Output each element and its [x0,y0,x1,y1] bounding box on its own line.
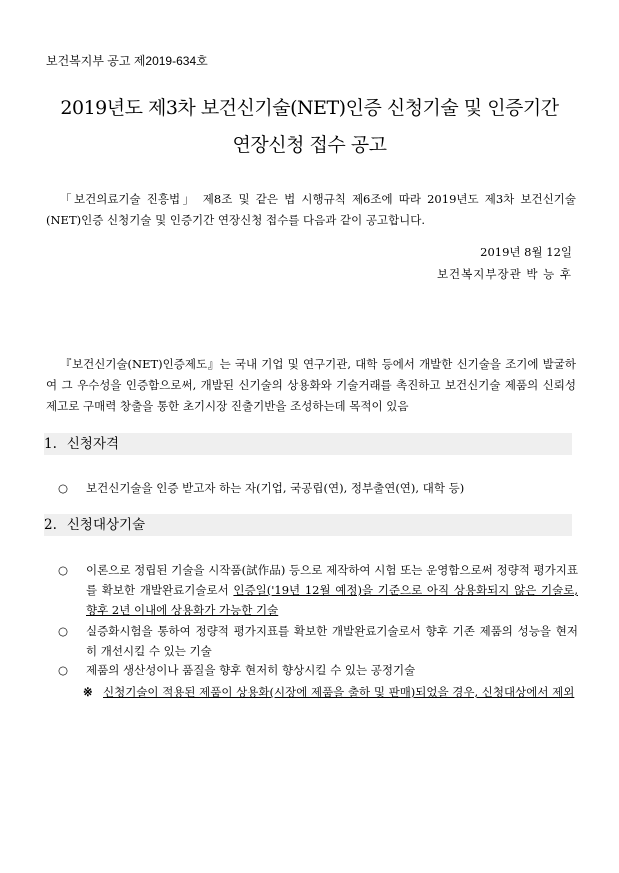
list-item-text: 보건신기술을 인증 받고자 하는 자(기업, 국공립(연), 정부출연(연), 대학 등) [86,481,465,495]
list-item-text [86,560,578,620]
intro-paragraph [46,189,576,231]
document-title-line1: 2019년도 제3차 보건신기술(NET)인증 신청기술 및 인증기간 [60,97,559,119]
list-item [58,478,578,498]
circle-bullet-icon: ○ [58,624,69,638]
list-item [58,560,578,620]
list-item [58,660,578,680]
reference-mark-icon: ※ [83,685,93,699]
intro-text: 「보건의료기술 진흥법」 제8조 및 같은 법 시행규칙 제6조에 따라 2019년도 제3차 보건신기술(NET)인증 신청기술 및 인증기간 연장신청 접수를 다음과 같이 공고합니다. [46,192,576,227]
section-number: 1. [44,436,57,452]
list-item-text: 실증화시험을 통하여 정량적 평가지표를 확보한 개발완료기술로서 향후 기존 제품의 성능을 현저히 개선시킬 수 있는 기술 [86,624,578,658]
list-item-text-underlined: 인증일('19년 12월 예정)을 기준으로 아직 상용화되지 않은 기술로, 향후 2년 이내에 상용화가 가능한 기술 [86,583,578,617]
section-heading-eligibility [44,433,572,455]
section-number: 2. [44,517,57,533]
purpose-paragraph: 『보건신기술(NET)인증제도』는 국내 기업 및 연구기관, 대학 등에서 개발한 신기술을 조기에 발굴하여 그 우수성을 인증함으로써, 개발된 신기술의 상용화와 기술거래를 촉진하고 보건신기술 제품의 신뢰성 제고로 구매력 창출을 통한 초기시장 진출기반을 조성하는데 목적이 있음 [46,357,576,413]
section-title: 신청대상기술 [66,517,146,533]
exclusion-note-text: 신청기술이 적용된 제품이 상용화(시장에 제품을 출하 및 판매)되었을 경우, 신청대상에서 제외 [103,685,575,699]
exclusion-note [83,682,577,702]
document-title-line2: 연장신청 접수 공고 [232,134,387,156]
circle-bullet-icon: ○ [58,563,69,577]
notice-date: 2019년 8월 12일 [480,245,572,259]
section-heading-target-tech [44,514,572,536]
section-title: 신청자격 [66,436,120,452]
notice-number: 보건복지부 공고 제2019-634호 [46,54,208,68]
minister-signature: 보건복지부장관 박 능 후 [436,267,572,281]
list-item-text: 제품의 생산성이나 품질을 향후 현저히 향상시킬 수 있는 공정기술 [86,663,416,677]
list-item-text-plain: 이론으로 정립된 기술을 시작품(試作品) 등으로 제작하여 시험 또는 운영함으로써 정량적 평가지표를 확보한 개발완료기술로서 [86,563,578,597]
circle-bullet-icon: ○ [58,663,69,677]
list-item [58,621,578,661]
circle-bullet-icon: ○ [58,481,69,495]
